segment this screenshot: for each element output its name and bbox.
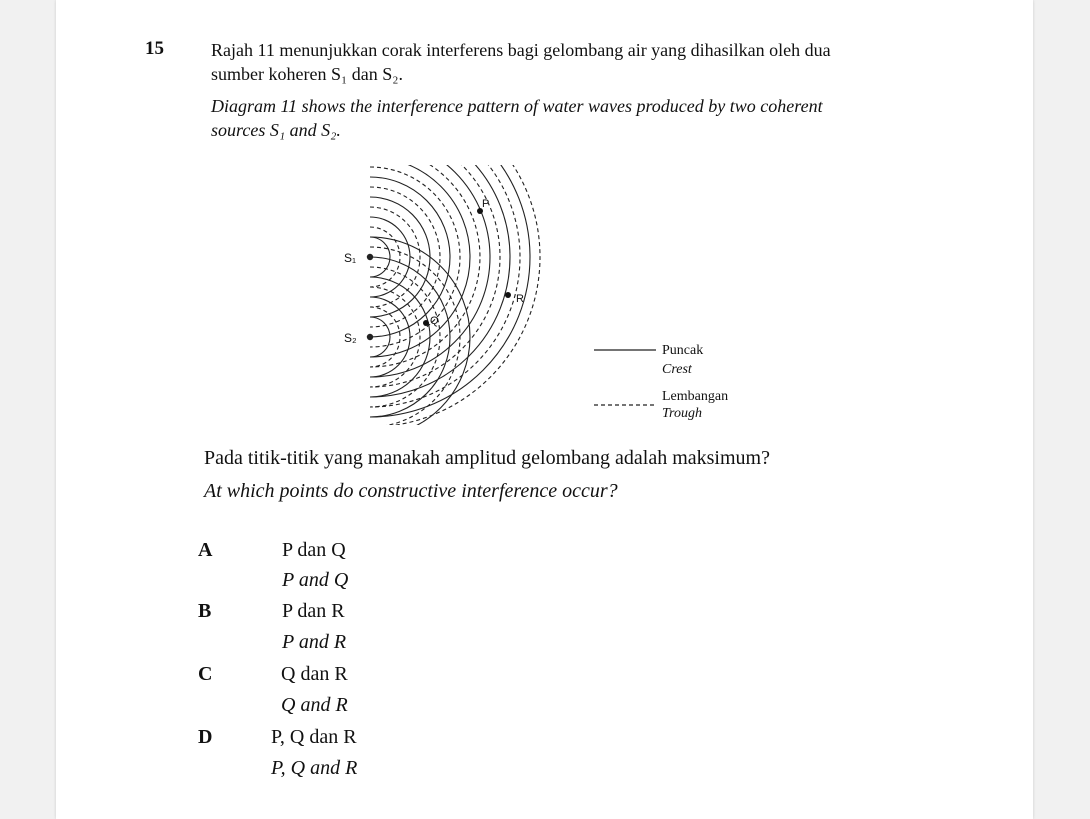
stem-english-line-1: Diagram 11 shows the interference pattern of water waves produced by two coherent <box>211 96 823 116</box>
s1-crest-5 <box>370 165 470 357</box>
legend-crest-english: Crest <box>662 362 692 377</box>
option-a-malay: P dan Q <box>282 539 346 561</box>
option-d-english: P, Q and R <box>271 757 358 779</box>
option-b-letter: B <box>198 600 212 622</box>
legend-trough-swatch <box>594 402 656 408</box>
stem-malay-line-1: Rajah 11 menunjukkan corak interferens bagi gelombang air yang dihasilkan oleh dua <box>211 40 831 60</box>
interference-diagram <box>330 165 570 425</box>
stem-malay-line-2: sumber koheren S₁ dan S₂. <box>211 64 404 84</box>
option-a-english: P and Q <box>282 569 349 591</box>
source-s2-label: S₂ <box>344 331 357 345</box>
s1-trough-6 <box>370 165 500 387</box>
option-b-english: P and R <box>282 631 347 653</box>
question-number: 15 <box>145 38 164 59</box>
point-r-label: R <box>516 293 524 305</box>
point-r-dot <box>505 292 511 298</box>
question-malay: Pada titik-titik yang manakah amplitud gelombang adalah maksimum? <box>204 447 770 469</box>
question-english: At which points do constructive interference occur? <box>204 480 618 502</box>
option-d-malay: P, Q dan R <box>271 726 357 748</box>
point-p-label: P <box>482 198 490 210</box>
legend-trough-english: Trough <box>662 406 702 421</box>
option-c-letter: C <box>198 663 213 685</box>
legend-crest-malay: Puncak <box>662 343 704 358</box>
source-s2-dot <box>367 334 373 340</box>
legend-trough-malay: Lembangan <box>662 389 729 404</box>
option-d-letter: D <box>198 726 213 748</box>
option-a-letter: A <box>198 539 213 561</box>
point-q-dot <box>423 320 429 326</box>
option-b-malay: P dan R <box>282 600 345 622</box>
stem-english-line-2: sources S₁ and S₂. <box>211 120 341 140</box>
s1-trough-4 <box>370 167 460 347</box>
source-s1-label: S₁ <box>344 251 357 265</box>
legend-crest-swatch <box>594 347 656 353</box>
source-s1-dot <box>367 254 373 260</box>
option-c-malay: Q dan R <box>281 663 348 685</box>
option-c-english: Q and R <box>281 694 348 716</box>
point-q-label: Q <box>430 315 439 327</box>
